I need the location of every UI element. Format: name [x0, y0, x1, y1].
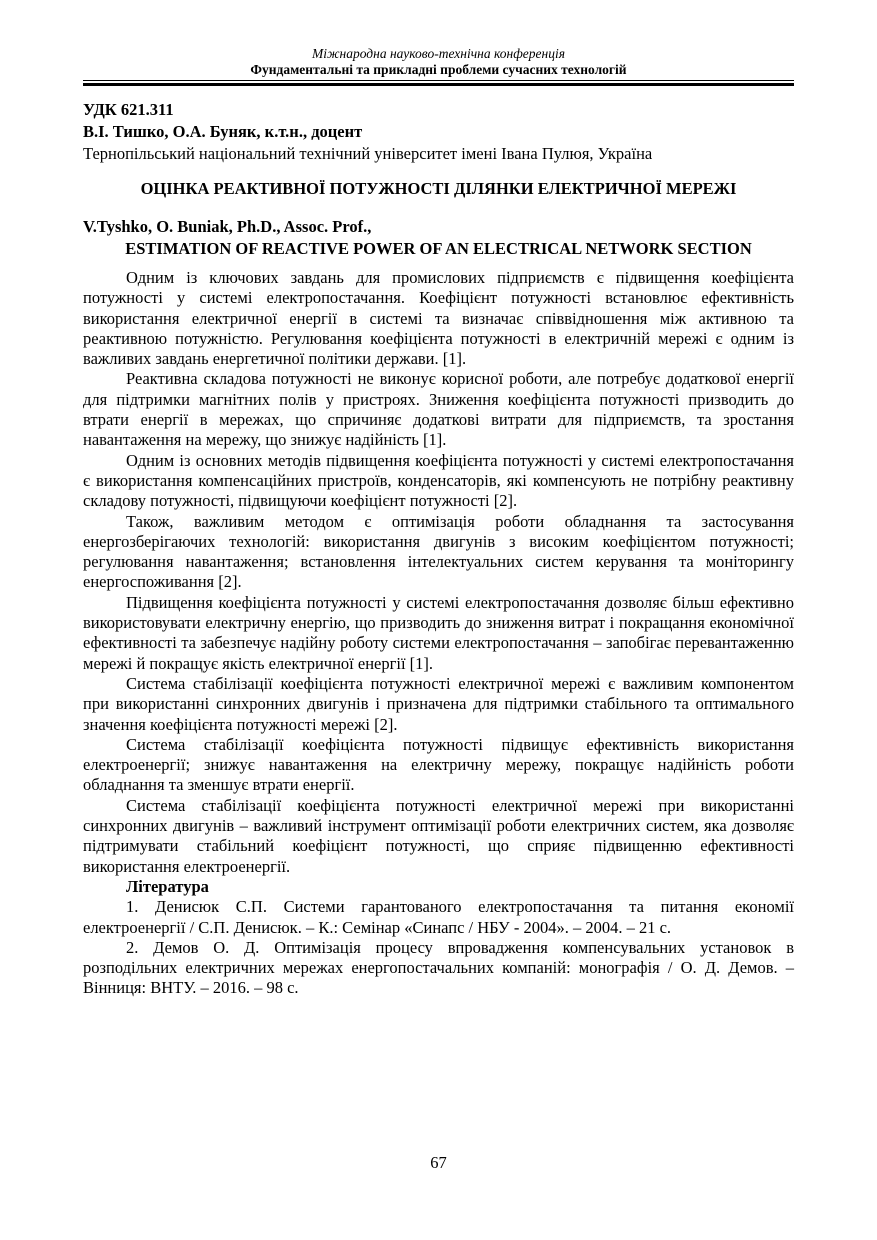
authors-ua: В.І. Тишко, О.А. Буняк, к.т.н., доцент	[83, 122, 363, 141]
header-rule-thin	[83, 80, 794, 81]
references-heading: Література	[126, 876, 209, 896]
paragraph: Підвищення коефіцієнта потужності у системі електропостачання дозволяє більш ефективно використовувати електричну енергію, що призводить до зниження витрат і покращання економічної ефективності та забезпечує надійну роботу системи електропостачання – запобігає перевантаженню мережі й покращує якість електричної енергії [1].	[83, 592, 794, 673]
paragraph: Також, важливим методом є оптимізація роботи обладнання та застосування енергозберігаючих технологій: використання двигунів з високим коефіцієнтом потужності; регулювання навантаження; встановлення інтелектуальних систем керування та моніторингу енергоспоживання [2].	[83, 511, 794, 592]
paragraph: Система стабілізації коефіцієнта потужності електричної мережі при використанні синхронних двигунів – важливий інструмент оптимізації роботи електричних систем, яка дозволяє підтримувати стабільний коефіцієнт потужності, що сприяє підвищенню ефективності використання електроенергії.	[83, 795, 794, 876]
affiliation: Тернопільський національний технічний університет імені Івана Пулюя, Україна	[83, 144, 653, 163]
paper-title-ua: ОЦІНКА РЕАКТИВНОЇ ПОТУЖНОСТІ ДІЛЯНКИ ЕЛЕКТРИЧНОЇ МЕРЕЖІ	[140, 179, 737, 198]
paragraph: Система стабілізації коефіцієнта потужності електричної мережі є важливим компонентом при використанні синхронних двигунів і призначена для підтримки стабільного та оптимального значення коефіцієнта потужності мережі [2].	[83, 673, 794, 734]
page-number: 67	[430, 1153, 447, 1172]
header-rule-thick	[83, 83, 794, 86]
paragraph: Одним із основних методів підвищення коефіцієнта потужності у системі електропостачання є використання компенсаційних пристроїв, конденсаторів, які компенсують не потрібну реактивну складову потужності, підвищуючи коефіцієнт потужності [2].	[83, 450, 794, 511]
paper-title-en: ESTIMATION OF REACTIVE POWER OF AN ELECTRICAL NETWORK SECTION	[125, 239, 752, 258]
paragraph: Система стабілізації коефіцієнта потужності підвищує ефективність використання електроенергії; знижує навантаження на електричну мережу, покращує надійність роботи обладнання та зменшує втрати енергії.	[83, 734, 794, 795]
authors-en: V.Tyshko, O. Buniak, Ph.D., Assoc. Prof.,	[83, 217, 372, 236]
paragraph: Реактивна складова потужності не виконує корисної роботи, але потребує додаткової енергії для підтримки магнітних полів у пристроях. Зниження коефіцієнта потужності призводить до втрати енергії в мережах, що спричиняє додаткові витрати для підприємств, та зростання навантаження на мережу, що знижує надійність [1].	[83, 369, 794, 450]
paragraph: Одним із ключових завдань для промислових підприємств є підвищення коефіцієнта потужності у системі електропостачання. Коефіцієнт потужності встановлює ефективність використання електричної енергії в системі та визначає співвідношення між активною та реактивною потужністю. Регулювання коефіцієнта потужності в електричній мережі є одним із важливих завдань енергетичної політики держави. [1].	[83, 268, 794, 369]
reference-item: 2. Демов О. Д. Оптимізація процесу впровадження компенсувальних установок в розподільних електричних мережах енергопостачальних компаній: монографія / О. Д. Демов. – Вінниця: ВНТУ. – 2016. – 98 с.	[83, 937, 794, 998]
article-body	[83, 268, 794, 999]
reference-item: 1. Денисюк С.П. Системи гарантованого електропостачання та питання економії електроенергії / С.П. Денисюк. – К.: Семінар «Синапс / НБУ - 2004». – 2004. – 21 с.	[83, 897, 794, 937]
running-header-conference: Міжнародна науково-технічна конференція	[311, 46, 566, 61]
running-header-title: Фундаментальні та прикладні проблеми сучасних технологій	[250, 62, 627, 77]
udc-code: УДК 621.311	[83, 100, 174, 119]
